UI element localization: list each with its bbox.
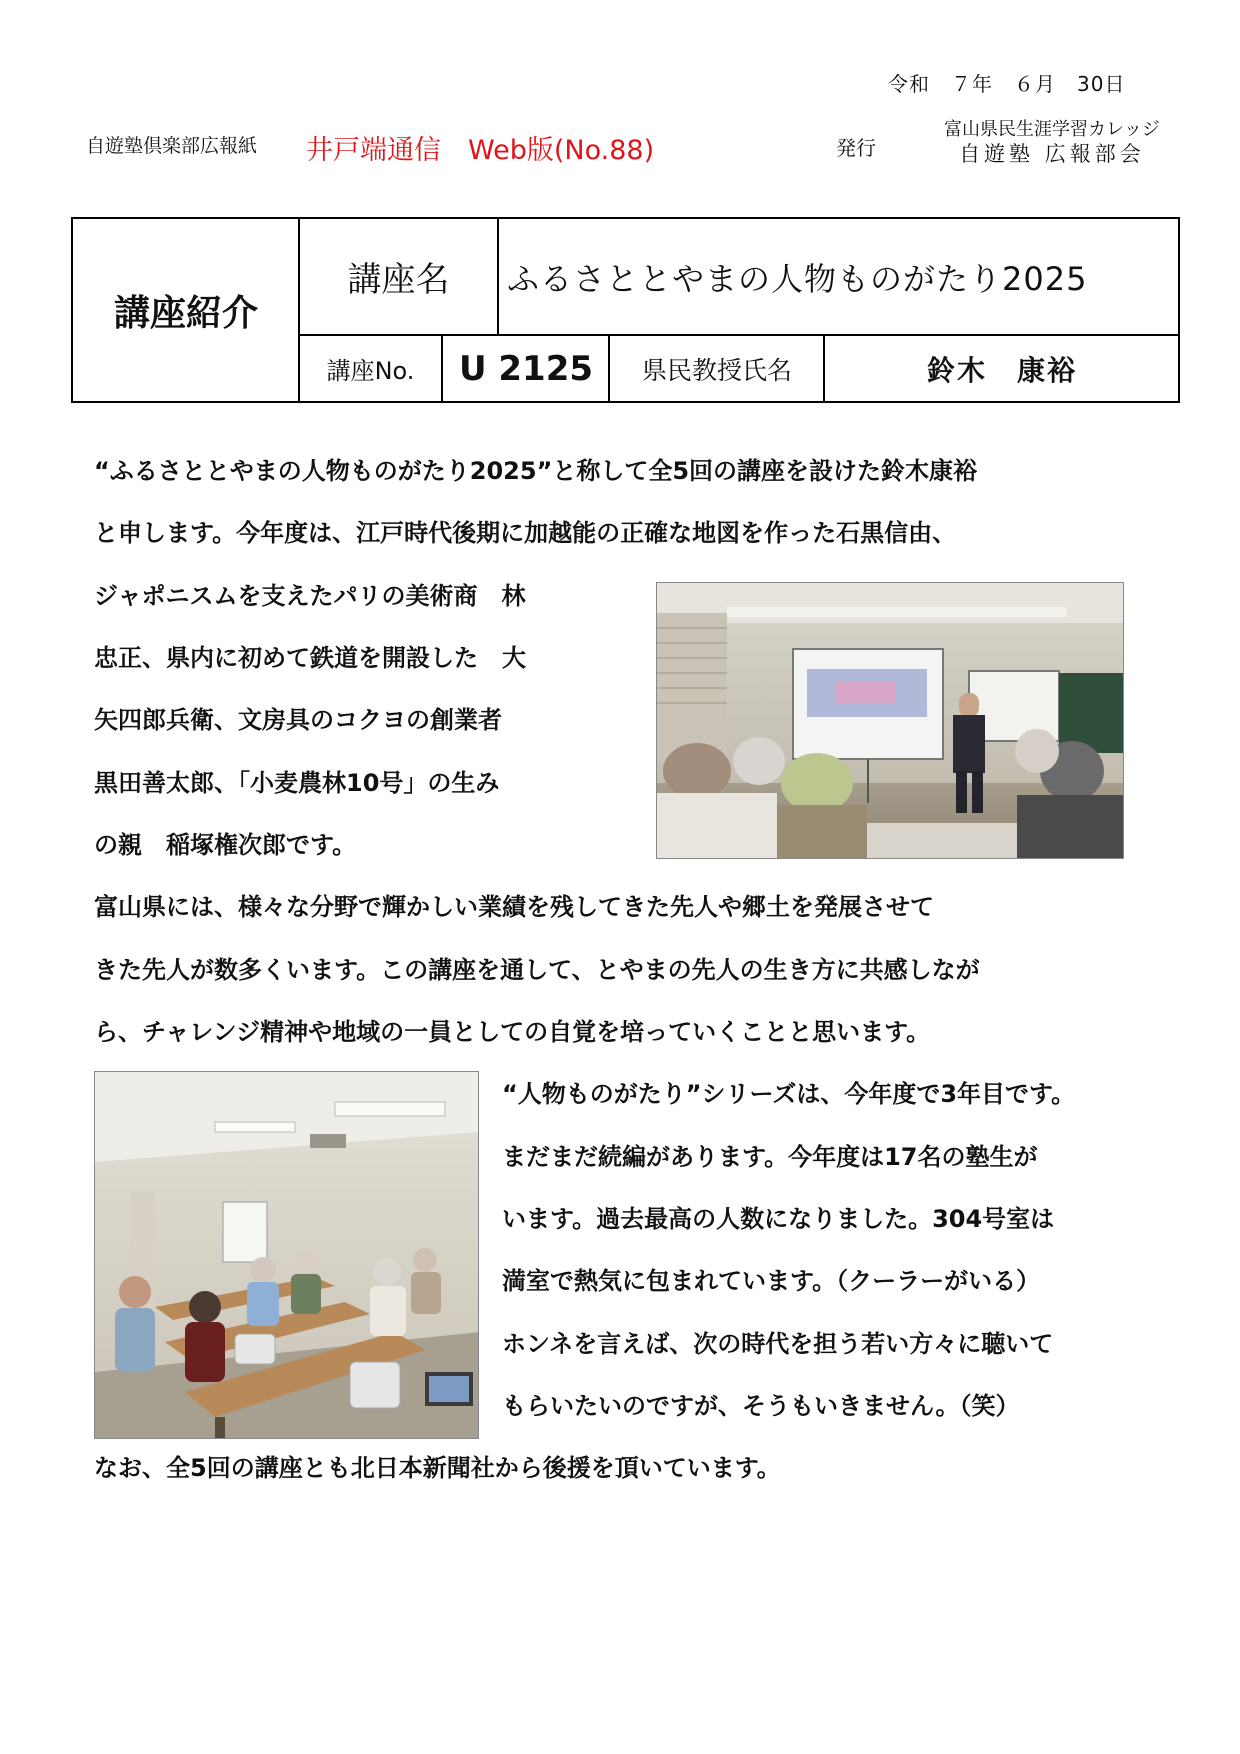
lecture-photo-presenter-image: [657, 583, 1124, 859]
professor-label: 県民教授氏名: [641, 355, 792, 385]
org-label: 自遊塾倶楽部広報紙: [86, 135, 258, 157]
article-line-14: 満室で熱気に包まれています。（クーラーがいる）: [502, 1267, 1041, 1295]
article-line-15: ホンネを言えば、次の時代を担う若い方々に聴いて: [502, 1330, 1054, 1358]
lecture-photo-audience: [94, 1071, 479, 1439]
article-line-6: 黒田善太郎、「小麦農林10号」の生み: [94, 769, 500, 797]
publisher-line2: 自遊塾 広報部会: [959, 142, 1145, 166]
course-no-value: U 2125: [458, 348, 594, 389]
article-line-13: います。過去最高の人数になりました。304号室は: [502, 1205, 1055, 1233]
professor-name: 鈴木 康裕: [926, 353, 1077, 387]
article-line-4: 忠正、県内に初めて鉄道を開設した 大: [94, 644, 526, 672]
article-line-17: なお、全5回の講座とも北日本新聞社から後援を頂いています。: [94, 1454, 781, 1482]
article-line-3: ジャポニスムを支えたパリの美術商 林: [94, 582, 526, 610]
issue-label: 発行: [836, 136, 876, 160]
article-line-9: きた先人が数多くいます。この講座を通して、とやまの先人の生き方に共感しなが: [94, 956, 980, 984]
article-line-5: 矢四郎兵衛、文房具のコクヨの創業者: [94, 706, 502, 734]
publication-title: 井戸端通信 Web版(No.88): [306, 135, 655, 166]
course-name-label: 講座名: [347, 260, 450, 300]
article-line-2: と申します。今年度は、江戸時代後期に加越能の正確な地図を作った石黒信由、: [94, 519, 957, 547]
lecture-photo-audience-image: [95, 1072, 479, 1439]
article-line-16: もらいたいのですが、そうもいきません。（笑）: [502, 1392, 1020, 1420]
course-table: [71, 217, 1180, 403]
course-no-label: 講座No.: [326, 357, 415, 385]
article-line-12: まだまだ続編があります。今年度は17名の塾生が: [502, 1143, 1038, 1171]
article-line-7: の親 稲塚権次郎です。: [94, 831, 357, 859]
article-line-11: “人物ものがたり”シリーズは、今年度で3年目です。: [502, 1080, 1076, 1108]
article-line-10: ら、チャレンジ精神や地域の一員としての自覚を培っていくことと思います。: [94, 1018, 931, 1046]
issue-date: 令和 ７年 ６月 30日: [888, 72, 1126, 96]
lecture-photo-presenter: [656, 582, 1124, 859]
course-intro-label: 講座紹介: [113, 292, 258, 334]
publisher-line1: 富山県民生涯学習カレッジ: [944, 119, 1160, 140]
article-line-1: “ふるさととやまの人物ものがたり2025”と称して全5回の講座を設けた鈴木康裕: [94, 457, 978, 485]
publisher: [944, 118, 1160, 166]
course-name-value: ふるさととやまの人物ものがたり2025: [507, 259, 1088, 298]
article-line-8: 富山県には、様々な分野で輝かしい業績を残してきた先人や郷土を発展させて: [94, 893, 934, 921]
